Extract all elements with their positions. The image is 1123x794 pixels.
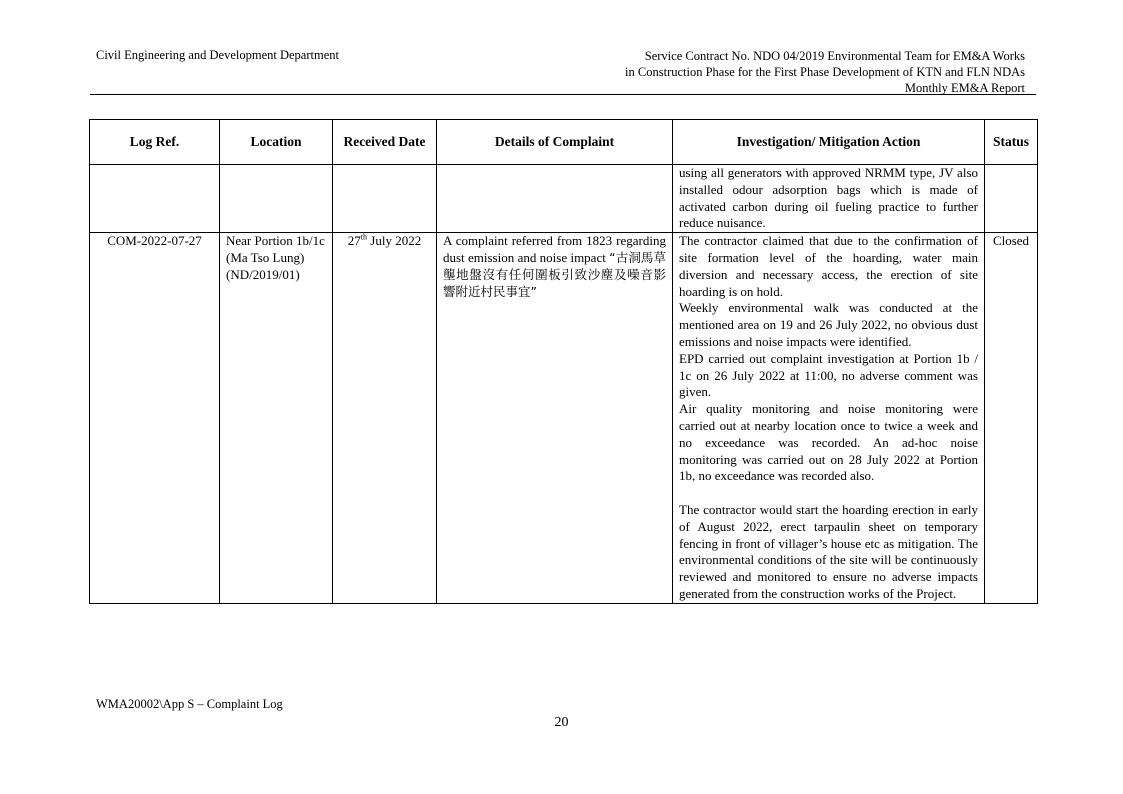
table-header-row (90, 120, 1038, 165)
header-contract (625, 48, 1025, 96)
cell-action (673, 233, 985, 604)
action-paragraph: Air quality monitoring and noise monitoring were carried out at nearby location once to twice a week and no exceedance was recorded. An ad-hoc noise monitoring was carried out on 28 July 2022 at Portion 1b, no exceedance was recorded also. (679, 401, 978, 484)
action-paragraph: The contractor claimed that due to the confirmation of site formation level of the hoarding, water main diversion and necessary access, the erection of site hoarding is on hold. (679, 233, 978, 299)
complaint-log-table (89, 119, 1038, 604)
cell-details (437, 233, 673, 604)
header-contract-line2: in Construction Phase for the First Phase Development of KTN and FLN NDAs (625, 65, 1025, 79)
col-header-log-ref: Log Ref. (90, 120, 220, 165)
cell-action-continued: using all generators with approved NRMM type, JV also installed odour adsorption bags which is made of activated carbon during oil fueling practice to further reduce nuisance. (673, 165, 985, 233)
cell-location: Near Portion 1b/1c (Ma Tso Lung) (ND/2019/01) (220, 233, 333, 604)
paragraph-spacer (679, 485, 978, 502)
table-row (90, 233, 1038, 604)
cell-status: Closed (985, 233, 1038, 604)
col-header-status: Status (985, 120, 1038, 165)
header-department: Civil Engineering and Development Department (96, 48, 339, 62)
cell-log-ref: COM-2022-07-27 (90, 233, 220, 604)
header-rule (90, 94, 1036, 95)
received-day: 27 (347, 233, 361, 249)
details-chinese: “古洞馬草壟地盤沒有任何圍板引致沙塵及噪音影響附近村民事宜” (443, 249, 666, 299)
cell-empty (90, 165, 220, 233)
header-contract-line1: Service Contract No. NDO 04/2019 Environmental Team for EM&A Works (644, 49, 1025, 63)
cell-empty (437, 165, 673, 233)
action-paragraph: The contractor would start the hoarding erection in early of August 2022, erect tarpaulin sheet on temporary fencing in front of villager’s house etc as mitigation. The environmental conditions of the site will be continuously reviewed and monitored to ensure no adverse impacts generated from the construction works of the Project. (679, 501, 978, 601)
col-header-received-date: Received Date (333, 120, 437, 165)
action-paragraph: Weekly environmental walk was conducted at the mentioned area on 19 and 26 July 2022, no obvious dust emissions and noise impacts were identified. (679, 300, 978, 349)
cell-empty (333, 165, 437, 233)
header-report-title: Monthly EM&A Report (904, 81, 1025, 95)
received-month-year: July 2022 (367, 233, 422, 249)
footer-file-reference: WMA20002\App S – Complaint Log (96, 697, 283, 711)
table-row-continued (90, 165, 1038, 233)
cell-received-date (333, 233, 437, 604)
col-header-details: Details of Complaint (437, 120, 673, 165)
details-english: A complaint referred from 1823 regarding dust emission and noise impact (443, 233, 666, 265)
received-day-suffix: th (360, 232, 368, 242)
page-number: 20 (554, 715, 569, 730)
cell-empty (985, 165, 1038, 233)
col-header-action: Investigation/ Mitigation Action (673, 120, 985, 165)
action-paragraph: EPD carried out complaint investigation at Portion 1b / 1c on 26 July 2022 at 11:00, no adverse comment was given. (679, 350, 978, 400)
col-header-location: Location (220, 120, 333, 165)
cell-empty (220, 165, 333, 233)
